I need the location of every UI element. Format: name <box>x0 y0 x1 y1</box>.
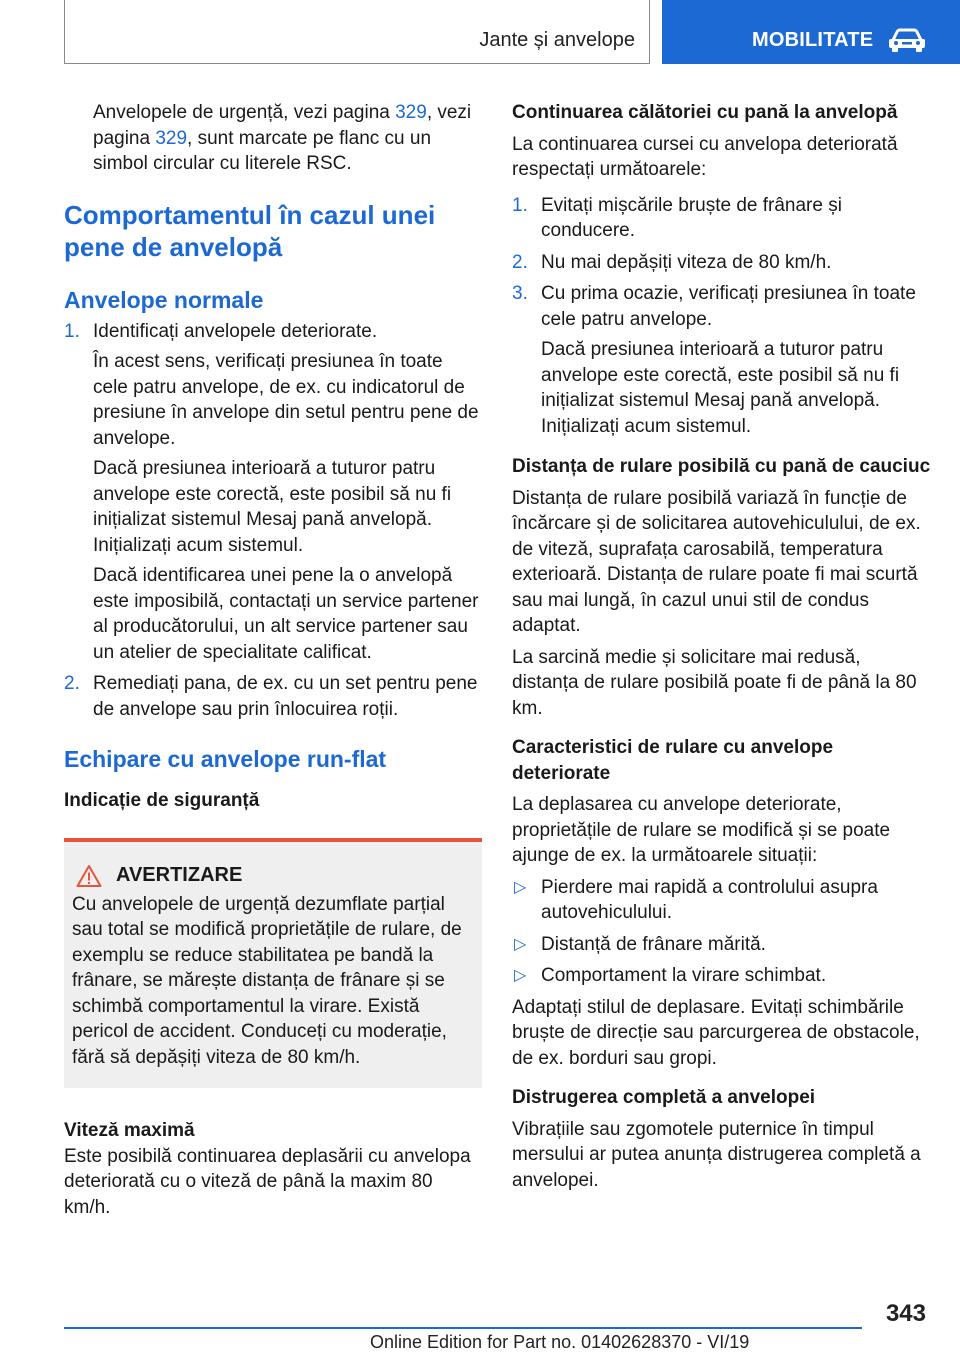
page-number: 343 <box>885 1300 926 1327</box>
heading-run-flat: Echipare cu anvelope run-flat <box>64 746 387 772</box>
heading-flat-tire-behavior: Comportamentul în cazul unei pene de anvelopă <box>64 199 436 262</box>
characteristics-outro: Adaptați stilul de deplasare. Evitați schimbările bruște de direcție sau parcurgerea de obstacole, de ex. borduri sau gropi. <box>512 996 920 1069</box>
list-item: ▷ Pierdere mai rapidă a controlului asupra autovehiculului. <box>514 876 878 923</box>
page-link-329[interactable]: 329 <box>155 127 188 149</box>
warning-title: AVERTIZARE <box>72 864 474 888</box>
intro-paragraph: Anvelopele de urgență, vezi pagina 329, vezi pagina 329, sunt marcate pe flanc cu un simbol circular cu literele RSC. <box>93 102 472 174</box>
warning-text: Cu anvelopele de urgență dezumflate parțial sau total se modifică proprietățile de rulare, de exemplu se reduce stabilitatea pe bandă la frânare, se mărește distanța de frânare și se schimbă comportamentul la virare. Există pericol de accident. Conduceți cu moderație, fără să depășiți viteza de 80 km/h. <box>72 893 462 1068</box>
list-item: 2. Nu mai depășiți viteza de 80 km/h. <box>512 251 832 273</box>
list-item: 1. Evitați mișcările bruște de frânare și conducere. <box>512 194 842 241</box>
destruction-text: Vibrațiile sau zgomotele puternice în timpul mersului ar putea anunța distrugerea completă a anvelopei. <box>512 1118 921 1191</box>
heading-continue-travel: Continuarea călătoriei cu pană la anvelopă <box>512 102 898 123</box>
max-speed-text: Este posibilă continuarea deplasării cu anvelopa deteriorată cu o viteză de până la maxim 80 km/h. <box>64 1145 471 1218</box>
footer-divider <box>64 1327 862 1329</box>
triangle-bullet-icon: ▷ <box>514 967 527 984</box>
list-item: ▷ Comportament la virare schimbat. <box>512 963 932 989</box>
warning-box <box>64 838 482 1089</box>
triangle-bullet-icon: ▷ <box>514 878 527 896</box>
distance-paragraph-1: Distanța de rulare posibilă variază în funcție de încărcare și de solicitarea autovehiculului, de ex. de viteză, suprafața carosabilă, temperatura exterioară. Distanța de rulare poate fi mai scurtă sau mai lungă, în cazul unui stil de condus adaptat. <box>512 487 921 636</box>
list-item: 2. Remediați pana, de ex. cu un set pentru pene de anvelope sau prin înlocuirea roții. <box>64 673 478 720</box>
heading-normal-tires: Anvelope normale <box>64 286 264 313</box>
header-tab-label: MOBILITATE <box>752 29 874 51</box>
characteristics-intro: La deplasarea cu anvelope deteriorate, proprietățile de rulare se modifică și se poate ajunge de ex. la următoarele situații: <box>512 794 891 866</box>
list-item: 3. Cu prima ocazie, verificați presiunea în toate cele patru anvelope. Dacă presiunea interioară a tuturor patru anvelope este corectă, este posibil să nu fi inițializat sistemul Mesaj pană anvelopă. Inițializați acum sistemul. <box>512 283 916 437</box>
triangle-bullet-icon: ▷ <box>514 935 527 953</box>
warning-triangle-icon <box>76 864 102 888</box>
list-item: ▷ Distanță de frânare mărită. <box>512 932 932 958</box>
footer-edition: Online Edition for Part no. 01402628370 - VI/19 <box>370 1332 750 1352</box>
heading-possible-distance: Distanța de rulare posibilă cu pană de cauciuc <box>512 456 931 477</box>
header-section-title: Jante și anvelope <box>479 29 635 51</box>
list-item: 1. Identificați anvelopele deteriorate. În acest sens, verificați presiunea în toate cele patru anvelope, de ex. cu indicatorul de presiune în anvelope din setul pentru pene de anvelope. Dacă presiunea interioară a tuturor patru anvelope este corectă, este posibil să nu fi inițializat sistemul Mesaj pană anvelopă. Inițializați acum sistemul. Dacă identificarea unei pene la o anvelopă este imposibilă, contactați un service partener al producătorului, un alt service partener sau un atelier de specialitate calificat. <box>64 320 479 663</box>
header-section-box <box>64 0 650 64</box>
header-mobility-tab[interactable] <box>662 0 960 64</box>
page-link-329[interactable]: 329 <box>395 102 427 123</box>
car-icon <box>887 28 927 52</box>
heading-safety-note: Indicație de siguranță <box>64 790 260 811</box>
right-column <box>512 100 932 1193</box>
heading-complete-destruction: Distrugerea completă a anvelopei <box>512 1087 816 1108</box>
heading-driving-characteristics: Caracteristici de rulare cu anvelope deteriorate <box>512 737 834 784</box>
heading-max-speed: Viteză maximă <box>64 1120 195 1141</box>
left-column <box>64 100 482 1220</box>
continue-intro: La continuarea cursei cu anvelopa deteriorată respectați următoarele: <box>512 133 898 180</box>
distance-paragraph-2: La sarcină medie și solicitare mai redusă, distanța de rulare posibilă poate fi de până la 80 km. <box>512 646 917 719</box>
